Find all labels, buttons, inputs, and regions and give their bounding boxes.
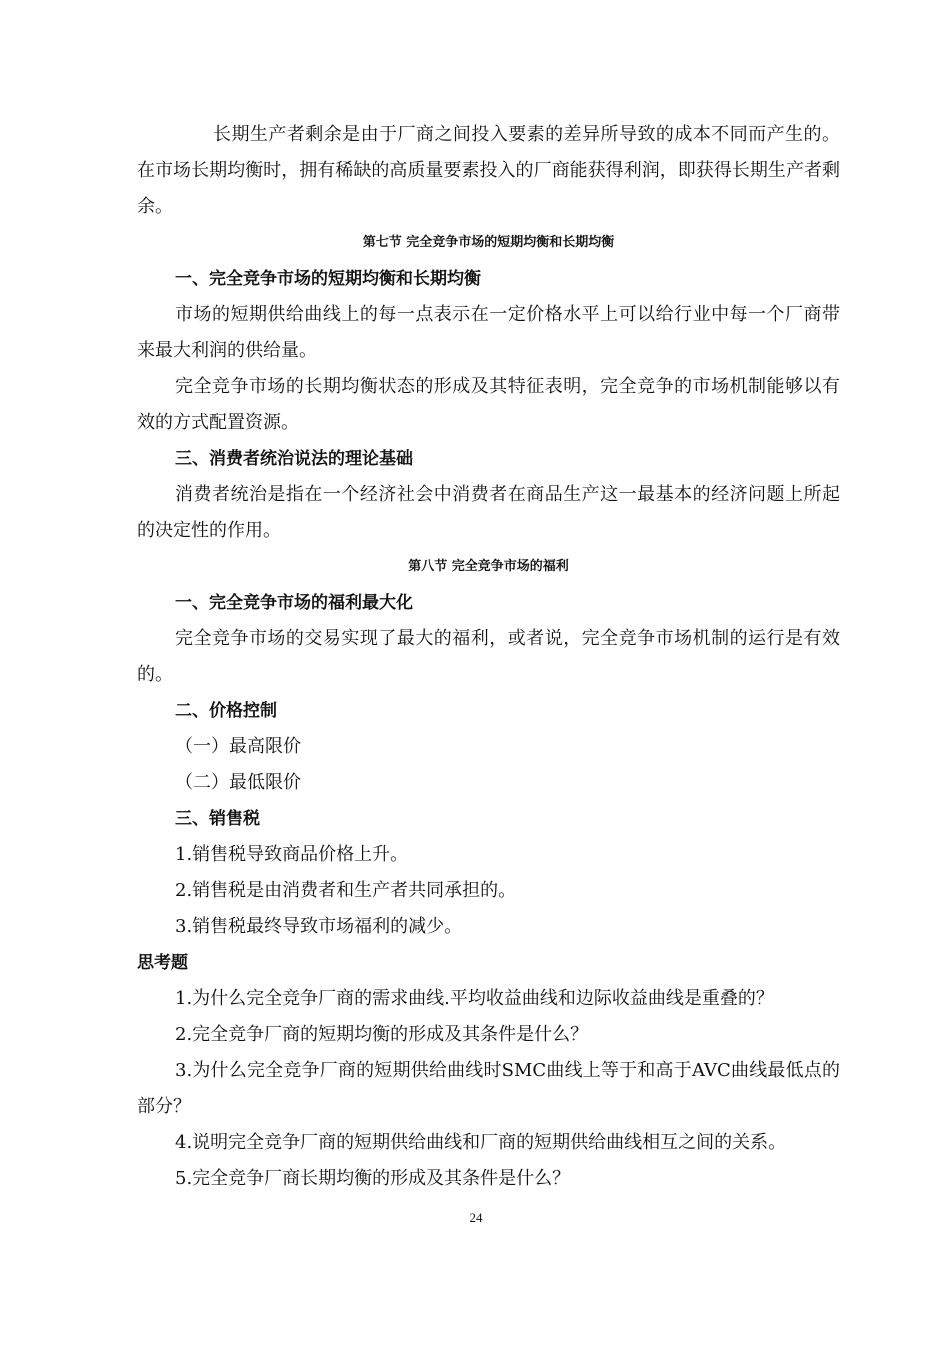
section-8-heading-1: 一、完全竞争市场的福利最大化 (175, 593, 413, 613)
intro-paragraph: 长期生产者剩余是由于厂商之间投入要素的差异所导致的成本不同而产生的。在市场长期均衡时，拥有稀缺的高质量要素投入的厂商能获得利润，即获得长期生产者剩余。 (137, 124, 840, 217)
section-7-paragraph-1: 市场的短期供给曲线上的每一点表示在一定价格水平上可以给行业中每一个厂商带来最大利润的供给量。 (137, 304, 840, 361)
list-item: 2.销售税是由消费者和生产者共同承担的。 (175, 880, 517, 901)
page-body (137, 117, 840, 1197)
page-number: 24 (469, 1210, 483, 1225)
list-item: 1.销售税导致商品价格上升。 (175, 844, 409, 865)
section-8-title: 第八节 完全竞争市场的福利 (408, 559, 569, 574)
section-8-heading-3: 三、销售税 (175, 809, 260, 829)
section-8-subheading-2: （二）最低限价 (175, 772, 301, 793)
section-7-paragraph-2: 完全竞争市场的长期均衡状态的形成及其特征表明，完全竞争的市场机制能够以有效的方式配置资源。 (137, 376, 840, 433)
question-item: 5.完全竞争厂商长期均衡的形成及其条件是什么？ (175, 1168, 571, 1189)
section-7-heading-3: 三、消费者统治说法的理论基础 (175, 449, 413, 469)
section-8-heading-2: 二、价格控制 (175, 701, 277, 721)
questions-title: 思考题 (137, 953, 188, 973)
section-7-paragraph-3: 消费者统治是指在一个经济社会中消费者在商品生产这一最基本的经济问题上所起的决定性的作用。 (137, 484, 840, 541)
section-8-paragraph-1: 完全竞争市场的交易实现了最大的福利，或者说，完全竞争市场机制的运行是有效的。 (137, 628, 840, 685)
section-8-subheading-1: （一）最高限价 (175, 736, 301, 757)
list-item: 3.销售税最终导致市场福利的减少。 (175, 916, 463, 937)
question-item: 1.为什么完全竞争厂商的需求曲线.平均收益曲线和边际收益曲线是重叠的？ (175, 988, 774, 1009)
question-item: 3.为什么完全竞争厂商的短期供给曲线时SMC曲线上等于和高于AVC曲线最低点的部分？ (137, 1060, 840, 1117)
question-item: 4.说明完全竞争厂商的短期供给曲线和厂商的短期供给曲线相互之间的关系。 (175, 1132, 787, 1153)
section-7-title: 第七节 完全竞争市场的短期均衡和长期均衡 (362, 235, 615, 250)
question-item: 2.完全竞争厂商的短期均衡的形成及其条件是什么？ (175, 1024, 589, 1045)
section-7-heading-1: 一、完全竞争市场的短期均衡和长期均衡 (175, 269, 481, 289)
